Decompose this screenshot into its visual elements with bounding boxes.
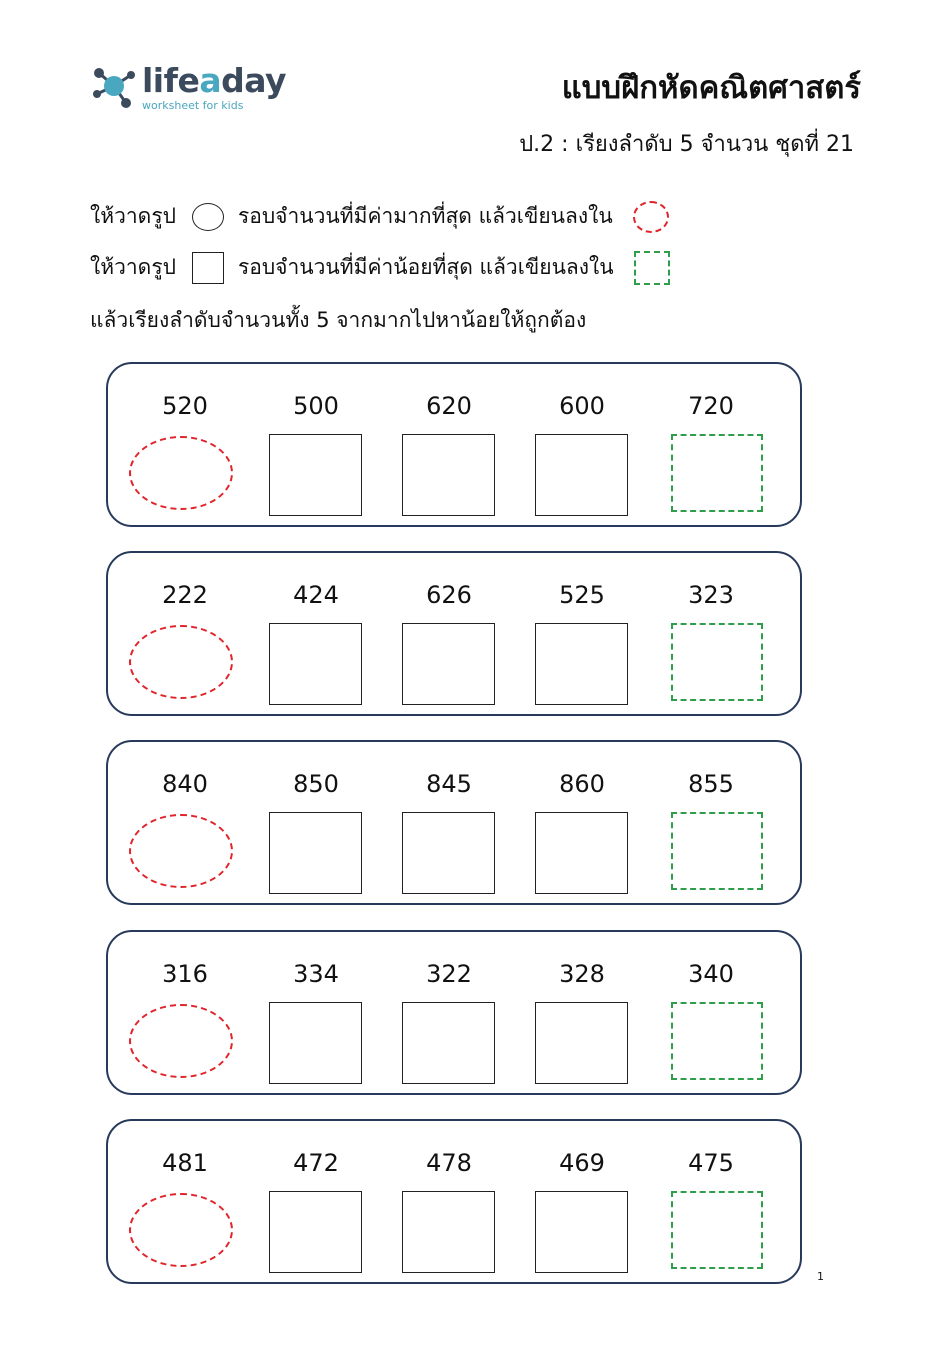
- number-4: 525: [559, 581, 605, 609]
- number-2: 424: [293, 581, 339, 609]
- green-dashed-box-icon: [634, 251, 670, 285]
- order-answer-box-1[interactable]: [269, 434, 362, 516]
- number-5: 323: [688, 581, 734, 609]
- instruction-line-3: แล้วเรียงลำดับจำนวนทั้ง 5 จากมากไปหาน้อยให้ถูกต้อง: [90, 308, 587, 332]
- order-answer-box-3[interactable]: [535, 623, 628, 705]
- order-answer-box-1[interactable]: [269, 623, 362, 705]
- order-answer-box-2[interactable]: [402, 812, 495, 894]
- number-1: 222: [162, 581, 208, 609]
- exercise-card-3: [106, 740, 802, 905]
- brand-wordmark: lifeaday: [142, 61, 287, 100]
- number-4: 600: [559, 392, 605, 420]
- order-answer-box-2[interactable]: [402, 623, 495, 705]
- min-answer-box[interactable]: [671, 812, 763, 890]
- number-2: 472: [293, 1149, 339, 1177]
- max-answer-oval[interactable]: [129, 436, 233, 510]
- worksheet-subtitle: ป.2 : เรียงลำดับ 5 จำนวน ชุดที่ 21: [519, 132, 854, 157]
- exercise-card-1: [106, 362, 802, 527]
- number-3: 626: [426, 581, 472, 609]
- number-5: 340: [688, 960, 734, 988]
- order-answer-box-3[interactable]: [535, 812, 628, 894]
- molecule-logo-icon: [90, 62, 138, 110]
- instruction-2-prefix: ให้วาดรูป: [90, 255, 176, 279]
- exercise-card-4: [106, 930, 802, 1095]
- number-1: 520: [162, 392, 208, 420]
- brand-logo: [90, 60, 290, 116]
- instruction-1-prefix: ให้วาดรูป: [90, 204, 176, 228]
- number-4: 860: [559, 770, 605, 798]
- max-answer-oval[interactable]: [129, 625, 233, 699]
- min-answer-box[interactable]: [671, 1002, 763, 1080]
- max-answer-oval[interactable]: [129, 1193, 233, 1267]
- number-5: 720: [688, 392, 734, 420]
- circle-shape-icon: [192, 203, 224, 231]
- exercise-card-2: [106, 551, 802, 716]
- number-4: 328: [559, 960, 605, 988]
- number-3: 322: [426, 960, 472, 988]
- order-answer-box-2[interactable]: [402, 434, 495, 516]
- number-3: 845: [426, 770, 472, 798]
- order-answer-box-3[interactable]: [535, 434, 628, 516]
- order-answer-box-2[interactable]: [402, 1002, 495, 1084]
- number-4: 469: [559, 1149, 605, 1177]
- instruction-1-text: รอบจำนวนที่มีค่ามากที่สุด แล้วเขียนลงใน: [237, 204, 613, 228]
- square-shape-icon: [192, 252, 224, 284]
- instruction-line-1: [90, 200, 669, 233]
- number-1: 840: [162, 770, 208, 798]
- max-answer-oval[interactable]: [129, 1004, 233, 1078]
- red-dashed-oval-icon: [633, 201, 669, 233]
- instruction-2-text: รอบจำนวนที่มีค่าน้อยที่สุด แล้วเขียนลงใน: [237, 255, 614, 279]
- order-answer-box-3[interactable]: [535, 1191, 628, 1273]
- order-answer-box-1[interactable]: [269, 812, 362, 894]
- order-answer-box-1[interactable]: [269, 1002, 362, 1084]
- instruction-line-2: [90, 251, 670, 285]
- number-1: 481: [162, 1149, 208, 1177]
- number-5: 855: [688, 770, 734, 798]
- min-answer-box[interactable]: [671, 1191, 763, 1269]
- number-3: 620: [426, 392, 472, 420]
- number-2: 334: [293, 960, 339, 988]
- exercise-card-5: [106, 1119, 802, 1284]
- max-answer-oval[interactable]: [129, 814, 233, 888]
- number-2: 500: [293, 392, 339, 420]
- number-2: 850: [293, 770, 339, 798]
- order-answer-box-2[interactable]: [402, 1191, 495, 1273]
- order-answer-box-3[interactable]: [535, 1002, 628, 1084]
- brand-tagline: worksheet for kids: [142, 99, 244, 112]
- page-number: 1: [817, 1270, 824, 1283]
- order-answer-box-1[interactable]: [269, 1191, 362, 1273]
- min-answer-box[interactable]: [671, 434, 763, 512]
- number-3: 478: [426, 1149, 472, 1177]
- number-1: 316: [162, 960, 208, 988]
- worksheet-title: แบบฝึกหัดคณิตศาสตร์: [561, 70, 861, 106]
- min-answer-box[interactable]: [671, 623, 763, 701]
- number-5: 475: [688, 1149, 734, 1177]
